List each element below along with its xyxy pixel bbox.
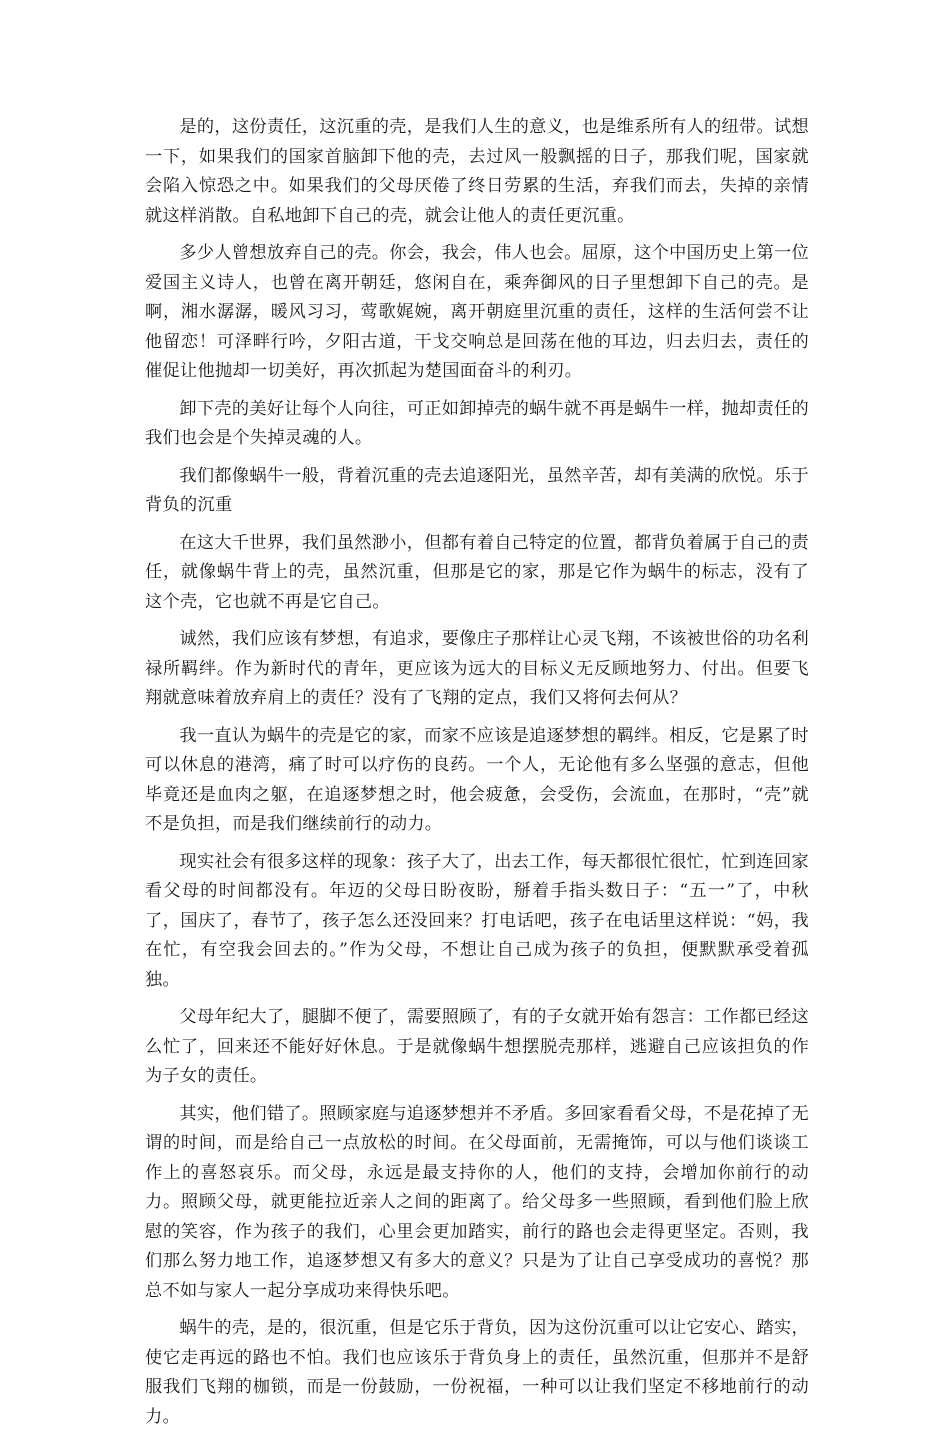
paragraph-11: 蜗牛的壳，是的，很沉重，但是它乐于背负，因为这份沉重可以让它安心、踏实，使它走再远的路也不怕。我们也应该乐于背负身上的责任，虽然沉重，但那并不是舒服我们飞翔的枷锁，而是一份鼓励，一份祝福，一种可以让我们坚定不移地前行的动力。 xyxy=(145,1318,809,1427)
paragraph-2: 多少人曾想放弃自己的壳。你会，我会，伟人也会。屈原，这个中国历史上第一位爱国主义诗人，也曾在离开朝廷，悠闲自在，乘奔御风的日子里想卸下自己的壳。是啊，湘水潺潺，暖风习习，莺歌娓婉，离开朝庭里沉重的责任，这样的生活何尝不让他留恋！可泽畔行吟，夕阳古道，干戈交响总是回荡在他的耳边，归去归去，责任的催促让他抛却一切美好，再次抓起为楚国面奋斗的利刃。 xyxy=(145,243,809,381)
paragraph-4: 我们都像蜗牛一般，背着沉重的壳去追逐阳光，虽然辛苦，却有美满的欣悦。乐于背负的沉重 xyxy=(145,465,809,515)
paragraph-5: 在这大千世界，我们虽然渺小，但都有着自己特定的位置，都背负着属于自己的责任，就像蜗牛背上的壳，虽然沉重，但那是它的家，那是它作为蜗牛的标志，没有了这个壳，它也就不再是它自己。 xyxy=(145,532,809,612)
paragraph-10: 其实，他们错了。照顾家庭与追逐梦想并不矛盾。多回家看看父母，不是花掉了无谓的时间，而是给自己一点放松的时间。在父母面前，无需掩饰，可以与他们谈谈工作上的喜怒哀乐。而父母，永远是最支持你的人，他们的支持，会增加你前行的动力。照顾父母，就更能拉近亲人之间的距离了。给父母多一些照顾，看到他们脸上欣慰的笑容，作为孩子的我们，心里会更加踏实，前行的路也会走得更坚定。否则，我们那么努力地工作，追逐梦想又有多大的意义？只是为了让自己享受成功的喜悦？那总不如与家人一起分享成功来得快乐吧。 xyxy=(145,1103,809,1301)
paragraph-7: 我一直认为蜗牛的壳是它的家，而家不应该是追逐梦想的羁绊。相反，它是累了时可以休息的港湾，痛了时可以疗伤的良药。一个人，无论他有多么坚强的意志，但他毕竟还是血肉之躯，在追逐梦想之时，他会疲惫，会受伤，会流血，在那时，“壳”就不是负担，而是我们继续前行的动力。 xyxy=(145,725,809,834)
paragraph-3: 卸下壳的美好让每个人向往，可正如卸掉壳的蜗牛就不再是蜗牛一样，抛却责任的我们也会是个失掉灵魂的人。 xyxy=(145,398,809,448)
paragraph-8: 现实社会有很多这样的现象：孩子大了，出去工作，每天都很忙很忙，忙到连回家看父母的时间都没有。年迈的父母日盼夜盼，掰着手指头数日子：“五一”了，中秋了，国庆了，春节了，孩子怎么还没回来？打电话吧，孩子在电话里这样说：“妈，我在忙，有空我会回去的。”作为父母，不想让自己成为孩子的负担，便默默承受着孤独。 xyxy=(145,851,809,990)
paragraph-9: 父母年纪大了，腿脚不便了，需要照顾了，有的子女就开始有怨言：工作都已经这么忙了，回来还不能好好休息。于是就像蜗牛想摆脱壳那样，逃避自己应该担负的作为子女的责任。 xyxy=(145,1007,809,1086)
paragraph-6: 诚然，我们应该有梦想，有追求，要像庄子那样让心灵飞翔，不该被世俗的功名利禄所羁绊。作为新时代的青年，更应该为远大的目标义无反顾地努力、付出。但要飞翔就意味着放弃肩上的责任？没有了飞翔的定点，我们又将何去何从？ xyxy=(145,629,809,708)
document-body xyxy=(145,113,809,1440)
paragraph-1: 是的，这份责任，这沉重的壳，是我们人生的意义，也是维系所有人的纽带。试想一下，如果我们的国家首脑卸下他的壳，去过风一般飘摇的日子，那我们呢，国家就会陷入惊恐之中。如果我们的父母厌倦了终日劳累的生活，弃我们而去，失掉的亲情就这样消散。自私地卸下自己的壳，就会让他人的责任更沉重。 xyxy=(145,117,809,226)
